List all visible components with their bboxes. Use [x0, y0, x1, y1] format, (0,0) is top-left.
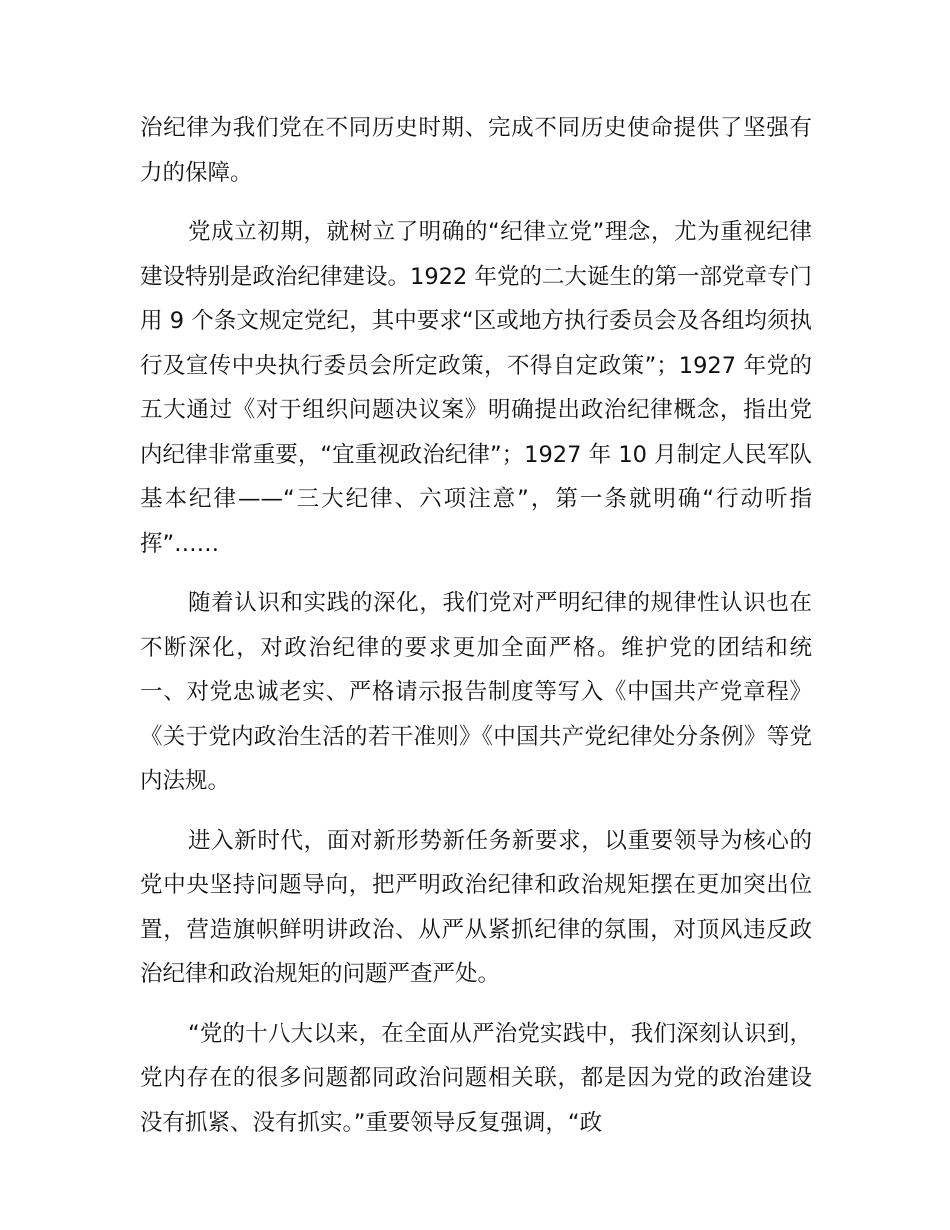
- paragraph-continuation: 治纪律为我们党在不同历史时期、完成不同历史使命提供了坚强有力的保障。: [140, 115, 812, 186]
- paragraph-eighteenth-congress: “党的十八大以来，在全面从严治党实践中，我们深刻认识到，党内存在的很多问题都同政治问题相关联，都是因为党的政治建设没有抓紧、没有抓实。”重要领导反复强调，“政: [140, 1020, 812, 1136]
- document-page: [140, 106, 812, 1160]
- paragraph-deepening-understanding: 随着认识和实践的深化，我们党对严明纪律的规律性认识也在不断深化，对政治纪律的要求更加全面严格。维护党的团结和统一、对党忠诚老实、严格请示报告制度等写入《中国共产党章程》《关于党内政治生活的若干准则》《中国共产党纪律处分条例》等党内法规。: [140, 590, 812, 794]
- paragraph-party-founding: 党成立初期，就树立了明确的“纪律立党”理念，尤为重视纪律建设特别是政治纪律建设。1922 年党的二大诞生的第一部党章专门用 9 个条文规定党纪，其中要求“区或地方执行委员会及各组均须执行及宣传中央执行委员会所定政策，不得自定政策”；1927 年党的五大通过《对于组织问题决议案》明确提出政治纪律概念，指出党内纪律非常重要，“宜重视政治纪律”；1927 年 10 月制定人民军队基本纪律——“三大纪律、六项注意”，第一条就明确“行动听指挥”……: [140, 219, 812, 557]
- paragraph-new-era: 进入新时代，面对新形势新任务新要求，以重要领导为核心的党中央坚持问题导向，把严明政治纪律和政治规矩摆在更加突出位置，营造旗帜鲜明讲政治、从严从紧抓纪律的氛围，对顶风违反政治纪律和政治规矩的问题严查严处。: [140, 827, 812, 987]
